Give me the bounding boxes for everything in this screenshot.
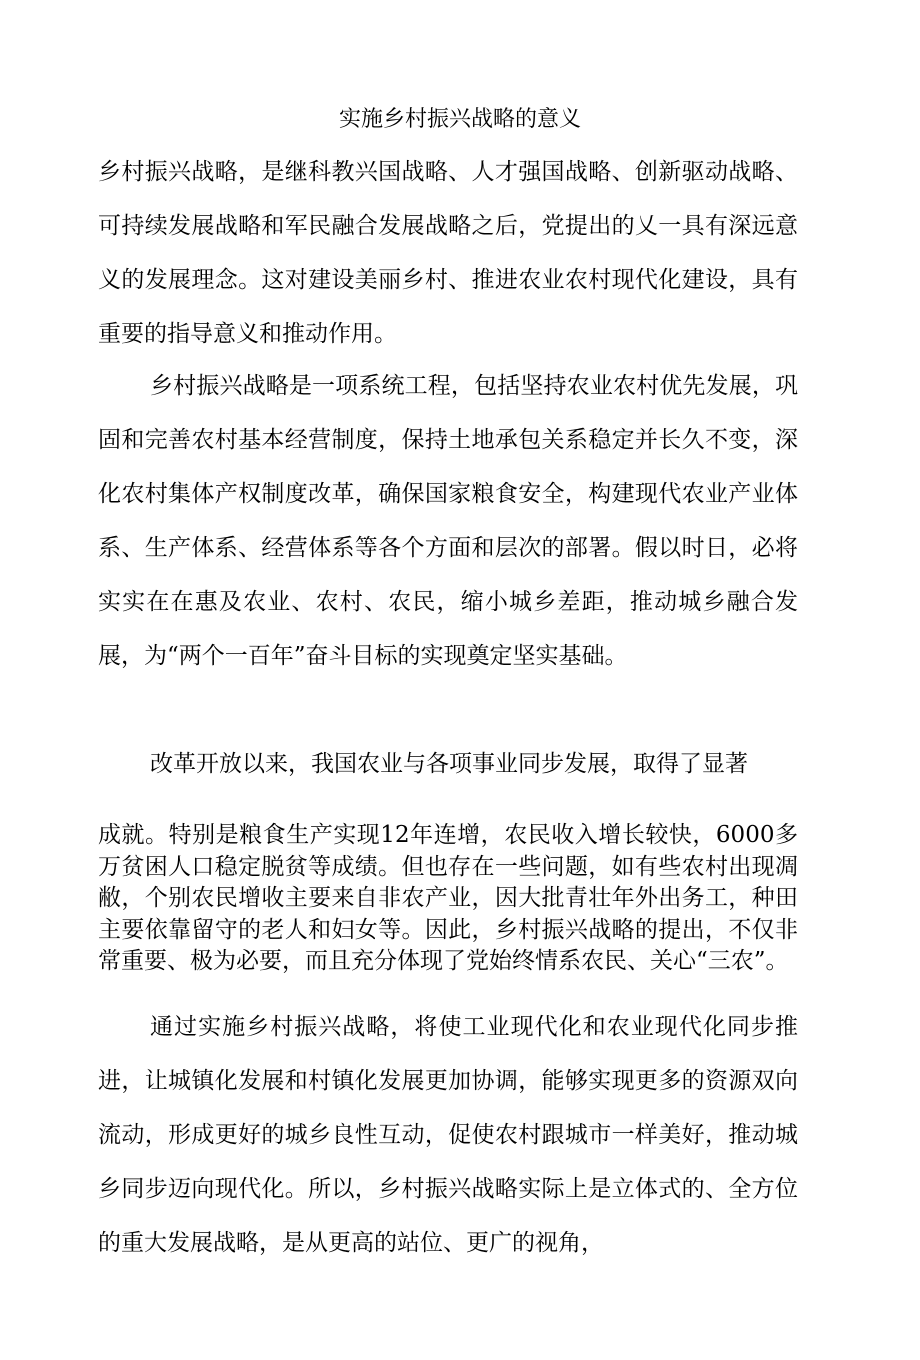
document-title: 实施乡村振兴战略的意义 [338, 107, 581, 132]
paragraph-2: 乡村振兴战略是一项系统工程，包括坚持农业农村优先发展，巩固和完善农村基本经营制度，保持土地承包关系稳定并长久不变，深化农村集体产权制度改革，确保国家粮食安全，构建现代农业产业体系、生产体系、经营体系等各个方面和层次的部署。假以时日，必将实实在在惠及农业、农村、农民，缩小城乡差距，推动城乡融合发展，为“两个一百年”奋斗目标的实现奠定坚实基础。 [98, 373, 798, 669]
paragraph-3-first-line: 改革开放以来，我国农业与各项事业同步发展，取得了显著 [150, 751, 748, 777]
paragraph-4: 通过实施乡村振兴战略，将使工业现代化和农业现代化同步推进，让城镇化发展和村镇化发展更加协调，能够实现更多的资源双向流动，形成更好的城乡良性互动，促使农村跟城市一样美好，推动城乡同步迈向现代化。所以，乡村振兴战略实际上是立体式的、全方位的重大发展战略，是从更高的站位、更广的视角， [98, 1014, 798, 1256]
paragraph-3-body: 成就。特别是粮食生产实现12年连增，农民收入增长较快，6000多万贫困人口稳定脱贫等成绩。但也存在一些问题，如有些农村出现凋敝，个别农民增收主要来自非农产业，因大批青壮年外出务工，种田主要依靠留守的老人和妇女等。因此，乡村振兴战略的提出，不仅非常重要、极为必要，而且充分体现了党始终情系农民、关心“三农”。 [98, 822, 798, 974]
paragraph-1: 乡村振兴战略，是继科教兴国战略、人才强国战略、创新驱动战略、可持续发展战略和军民融合发展战略之后，党提出的乂一具有深远意义的发展理念。这对建设美丽乡村、推进农业农村现代化建设，具有重要的指导意义和推动作用。 [98, 159, 798, 347]
